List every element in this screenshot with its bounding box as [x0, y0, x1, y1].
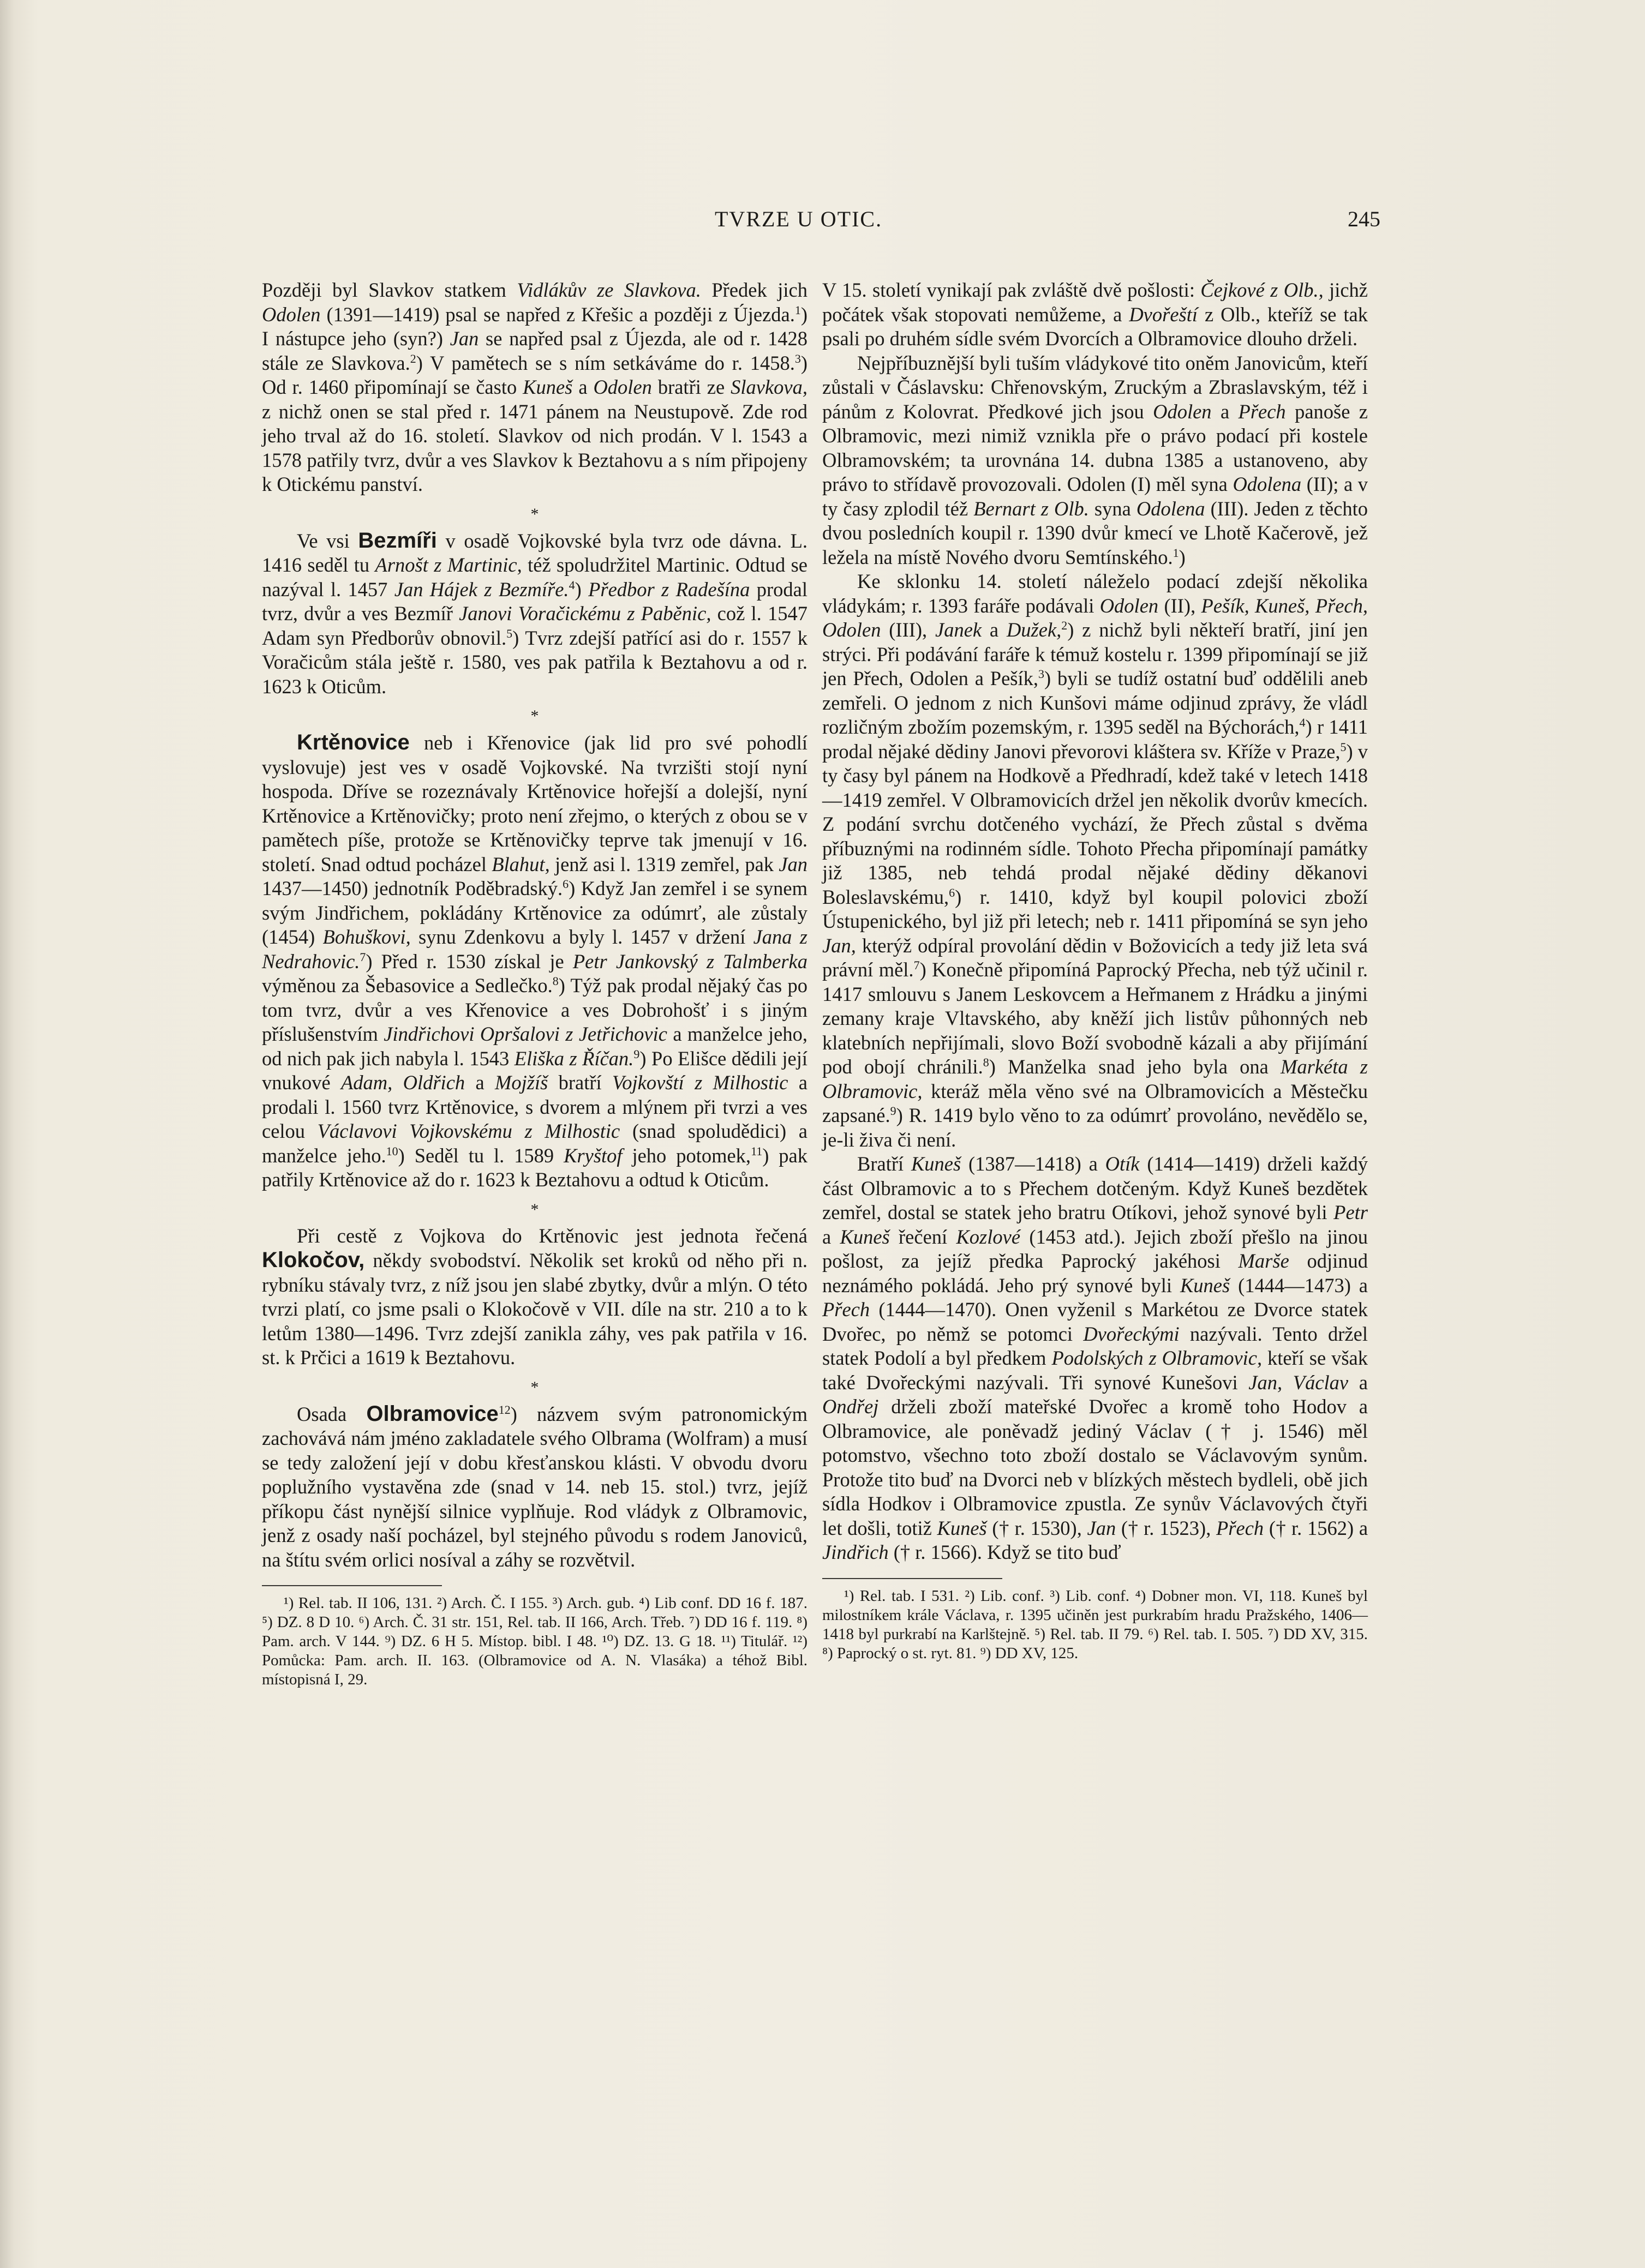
paragraph-slavkov: Později byl Slavkov statkem Vidlákův ze Slavkova. Předek jich Odolen (1391—1419) psal se napřed z Křešic a později z Újezda.$^1$) I nástupce jeho (syn?) Jan se napřed psal z Újezda, ale od r. 1428 stále ze Slavkova.$^2$) V pamětech se s ním setkáváme do r. 1458.$^3$) Od r. 1460 připomínají se často Kuneš a Odolen bratři ze Slavkova, z nichž onen se stal před r. 1471 pánem na Neustupově. Zde rod jeho trval až do 16. století. Slavkov od nich prodán. V l. 1543 a 1578 patřily tvrz, dvůr a ves Slavkov k Beztahovu a s ním připojeny k Otickému panství.	[262, 279, 807, 495]
place-heading-bezmir: Bezmíři	[358, 528, 437, 553]
paragraph-olbramovice: Osada Olbramovice$^{12}$) názvem svým patronomickým zachovává nám jméno zakladatele svého Olbrama (Wolfram) a musí se tedy založení její v dobu křesťanskou klásti. V obvodu dvoru poplužního vystavěna zde (snad v 14. neb 15. stol.) tvrz, jejíž příkopu část nynější silnice vyplňuje. Rod vládyk z Olbramovic, jenž z osady naší pocházel, byl stejného původu s rodem Janoviců, na štítu svém orlici nosíval a záhy se rozvětvil.	[262, 1401, 807, 1571]
right-column	[822, 278, 1368, 1663]
running-header	[256, 206, 1380, 239]
section-separator: *	[530, 505, 539, 523]
paragraph-janovici: Nejpříbuznější byli tuším vládykové tito oněm Janovicům, kteří zůstali v Čáslavsku: Chřenovským, Zruckým a Zbraslavským, též i pánům z Kolovrat. Předkové jich jsou Odolen a Přech panoše z Olbramovic, mezi nimiž vznikla pře o právo podací při kostele Olbramovském; ta urovnána 14. dubna 1385 a ustanoveno, aby právo to střídavě provozovali. Odolen (I) měl syna Odolena (II); a v ty časy zplodil též Bernart z Olb. syna Odolena (III). Jeden z těchto dvou posledních koupil r. 1390 dvůr kmecí ve Lhotě Kačerově, jež ležela na místě Nového dvoru Semtínského.$^1$)	[822, 351, 1368, 568]
paragraph-poslosti: V 15. století vynikají pak zvláště dvě pošlosti: Čejkové z Olb., jichž počátek však stopovati nemůžeme, a Dvořeští z Olb., kteříž se tak psali po druhém sídle svém Dvorcích a Olbramovice dlouho drželi.	[822, 279, 1368, 350]
footnote-divider	[262, 1585, 442, 1586]
right-footnotes: ¹) Rel. tab. I 531. ²) Lib. conf. ³) Lib. conf. ⁴) Dobner mon. VI, 118. Kuneš byl milostníkem krále Václava, r. 1395 učiněn jest purkrabím hradu Pražského, 1406—1418 byl purkrabí na Karlštejně. ⁵) Rel. tab. II 79. ⁶) Rel. tab. I. 505. ⁷) DD XV, 315. ⁸) Paprocký o st. ryt. 81. ⁹) DD XV, 125.	[822, 1587, 1368, 1662]
paragraph-krtenovice: Krtěnovice neb i Křenovice (jak lid pro své pohodlí vyslovuje) jest ves v osadě Vojkovské. Na tvrzišti stojí nyní hospoda. Dříve se rozeznávaly Krtěnovice hořejší a dolejší, nyní Krtěnovice a Krtěnovičky; proto není zřejmo, o kterých z obou se v pamětech píše, protože se Krtěnovičky teprve tak jmenují v 16. století. Snad odtud pocházel Blahut, jenž asi l. 1319 zemřel, pak Jan 1437—1450) jednotník Poděbradský.$^6$) Když Jan zemřel i se synem svým Jindřichem, pokládány Krtěnovice za odúmrť, ale zůstaly (1454) Bohuškovi, synu Zdenkovu a byly l. 1457 v držení Jana z Nedrahovic.$^7$) Před r. 1530 získal je Petr Jankovský z Talmberka výměnou za Šebasovice a Sedlečko.$^8$) Týž pak prodal nějaký čas po tom tvrz, dvůr a ves Křenovice a ves Dobrohošť i s jiným příslušenstvím Jindřichovi Opršalovi z Jetřichovic a manželce jeho, od nich pak jich nabyla l. 1543 Eliška z Říčan.$^9$) Po Elišce dědili její vnukové Adam, Oldřich a Mojžíš bratří Vojkovští z Milhostic a prodali l. 1560 tvrz Krtěnovice, s dvorem a mlýnem při tvrzi a ves celou Václavovi Vojkovskému z Milhostic (snad spoludědici) a manželce jeho.$^{10}$) Seděl tu l. 1589 Kryštof jeho potomek,$^{11}$) pak patřily Krtěnovice až do r. 1623 k Beztahovu a odtud k Oticům.	[262, 730, 808, 1191]
paragraph-podaci: Ke sklonku 14. století náleželo podací zdejší několika vládykám; r. 1393 faráře podávali Odolen (II), Pešík, Kuneš, Přech, Odolen (III), Janek a Dužek,$^2$) z nichž byli někteří bratří, jiní jen strýci. Při podávání faráře k témuž kostelu r. 1399 připomínají se již jen Přech, Odolen a Pešík,$^3$) byli se tudíž ostatní buď oddělili aneb zemřeli. O jednom z nich Kunšovi máme odjinud zprávy, že vládl rozličným zbožím pozemským, r. 1395 seděl na Býchorách,$^4$) r 1411 prodal nějaké dědiny Janovi převorovi kláštera sv. Kříže v Praze,$^5$) v ty časy byl pánem na Hodkově a Předhradí, kdež také v letech 1418—1419 zemřel. V Olbramovicích držel jen několik dvorův kmecích. Z podání svrchu dotčeného vychází, že Přech zůstal s dvěma příbuznými na rodinném sídle. Tohoto Přecha připomínají památky již 1385, neb tehdá prodal nějaké dědiny děkanovi Boleslavskému,$^6$) r. 1410, když byl koupil polovici zboží Ústupenického, byl již při letech; neb r. 1411 připomíná se syn jeho Jan, kterýž odpíral provolání dědin v Božovicích a tedy již leta svá právní měl.$^7$) Konečně připomíná Paprocký Přecha, neb týž učinil r. 1417 smlouvu s Janem Leskovcem a Heřmanem z Hrádku a jinými zemany kraje Vltavského, aby kněží jich listův půhonných neb klatebních nepřijímali, slovo Boží svobodně kázali a aby přijímání pod obojí chránili.$^8$) Manželka snad jeho byla ona Markéta z Olbramovic, kteráž měla věno své na Olbramovicích a Městečku zapsané.$^9$) R. 1419 bylo věno to za odúmrť provoláno, nevědělo se, je-li živa či není.	[822, 570, 1368, 1151]
place-heading-klokocov: Klokočov,	[262, 1248, 365, 1272]
paragraph-klokocov: Při cestě z Vojkova do Krtěnovic jest jednota řečená Klokočov, někdy svobodství. Několik set kroků od něho při n. rybníku stávaly tvrz, z níž jsou jen slabé zbytky, dvůr a mlýn. O této tvrzi platí, co jsme psali o Klokočově v VII. díle na str. 210 a to k letům 1380—1496. Tvrz zdejší zanikla záhy, ves pak patřila v 16. st. k Prčici a 1619 k Beztahovu.	[262, 1224, 807, 1369]
paragraph-bratri: Bratří Kuneš (1387—1418) a Otík (1414—1419) drželi každý část Olbramovic a to s Přechem dotčeným. Když Kuneš bezdětek zemřel, dostal se statek jeho bratru Otíkovi, jehož synové byli Petr a Kuneš řečení Kozlové (1453 atd.). Jejich zboží přešlo na jinou pošlost, za jejíž předka Paprocký jakéhosi Marše odjinud neznámého pokládá. Jeho prý synové byli Kuneš (1444—1473) a Přech (1444—1470). Onen vyženil s Markétou ze Dvorce statek Dvořec, po němž se potomci Dvořeckými nazývali. Tento držel statek Podolí a byl předkem Podolských z Olbramovic, kteří se však také Dvořeckými nazývali. Tři synové Kunešovi Jan, Václav a Ondřej drželi zboží mateřské Dvořec a kromě toho Hodov a Olbramovice, ale poněvadž jediný Václav († j. 1546) měl potomstvo, všechno toto zboží dostalo se Václavovým synům. Protože tito buď na Dvorci neb v blízkých městech bydleli, obě jich sídla Hodkov i Olbramovice zpustla. Ze synův Václavových čtyři let došli, totiž Kuneš († r. 1530), Jan († r. 1523), Přech († r. 1562) a Jindřich († r. 1566). Když se tito buď	[822, 1153, 1368, 1563]
running-title: TVRZE U OTIC.	[715, 207, 883, 231]
section-separator: *	[530, 1200, 539, 1219]
place-heading-olbramovice: Olbramovice	[366, 1401, 499, 1426]
section-separator: *	[530, 707, 539, 725]
paragraph-bezmir: Ve vsi Bezmíři v osadě Vojkovské byla tvrz ode dávna. L. 1416 seděl tu Arnošt z Martinic, též spoludržitel Martinic. Odtud se nazýval l. 1457 Jan Hájek z Bezmíře.$^4$) Předbor z Radešína prodal tvrz, dvůr a ves Bezmíř Janovi Voračickému z Paběnic, což l. 1547 Adam syn Předborův obnovil.$^5$) Tvrz zdejší patřící asi do r. 1557 k Voračicům stála ještě r. 1580, ves pak patřila k Beztahovu a od r. 1623 k Oticům.	[262, 528, 808, 698]
page-number: 245	[1348, 207, 1380, 231]
footnote-divider	[822, 1578, 1002, 1579]
left-footnotes: ¹) Rel. tab. II 106, 131. ²) Arch. Č. I 155. ³) Arch. gub. ⁴) Lib conf. DD 16 f. 187. ⁵) DZ. 8 D 10. ⁶) Arch. Č. 31 str. 151, Rel. tab. II 166, Arch. Třeb. ⁷) DD 16 f. 119. ⁸) Pam. arch. V 144. ⁹) DZ. 6 H 5. Místop. bibl. I 48. ¹⁰) DZ. 13. G 18. ¹¹) Titulář. ¹²) Pomůcka: Pam. arch. II. 163. (Olbramovice od A. N. Vlasáka) a téhož Bibl. místopisná I, 29.	[262, 1594, 807, 1688]
left-column	[262, 278, 807, 1689]
place-heading-krtenovice: Krtěnovice	[297, 730, 410, 754]
section-separator: *	[530, 1378, 539, 1396]
